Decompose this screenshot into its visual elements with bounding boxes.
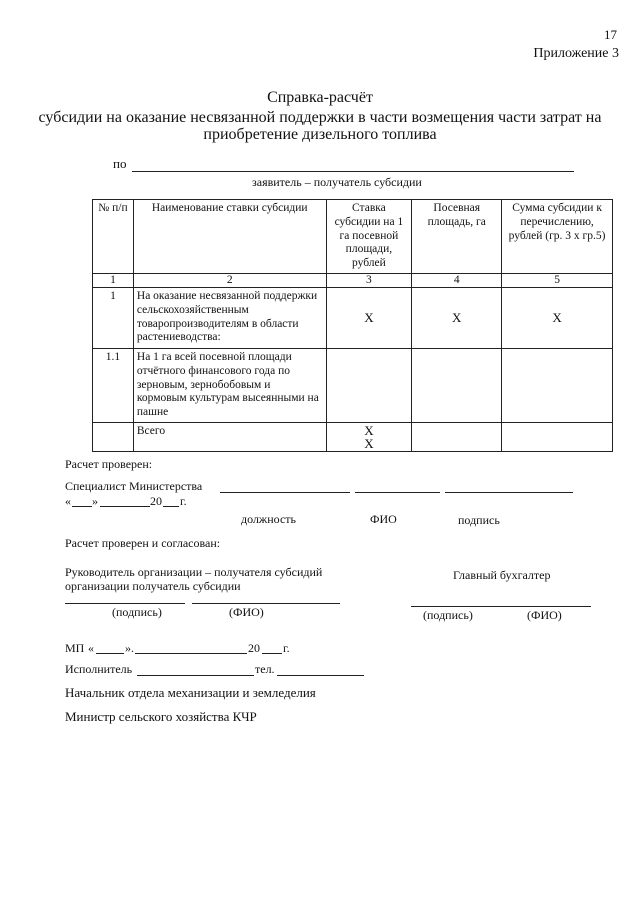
signature-line — [445, 492, 573, 493]
checked-label: Расчет проверен: — [65, 457, 153, 471]
executor-label: Исполнитель — [65, 662, 133, 676]
column-numbers-row — [93, 273, 613, 287]
total-num — [93, 422, 134, 451]
table-row — [93, 287, 613, 348]
minister-label: Министр сельского хозяйства КЧР — [65, 709, 257, 724]
document-title: Справка-расчёт — [267, 89, 373, 106]
document-subtitle-line1: субсидии на оказание несвязанной поддержки в части возмещения части затрат на — [38, 109, 602, 126]
applicant-prefix: по — [113, 156, 127, 171]
header-rate: Ставка субсидии на 1 га посевной площади, рублей — [326, 200, 412, 274]
total-sum — [502, 422, 613, 451]
accountant-signature-caption: (подпись) — [423, 608, 473, 622]
stamp-day-line — [96, 653, 124, 654]
row2-rate — [326, 348, 412, 422]
executor-line — [137, 675, 254, 676]
stamp-date-close: ». — [125, 641, 134, 655]
row1-name: На оказание несвязанной поддержки сельскохозяйственным товаропроизводителям в области растениеводства: — [133, 287, 326, 348]
row2-area — [412, 348, 502, 422]
total-rate-mark-2: Х — [364, 435, 374, 451]
phone-line — [277, 675, 364, 676]
applicant-underline — [132, 171, 574, 172]
specialist-label: Специалист Министерства — [65, 479, 203, 493]
total-rate-mark-1: Х — [364, 422, 374, 438]
org-head-label-1: Руководитель организации – получателя субсидий — [65, 565, 323, 579]
colnum-3: 3 — [326, 273, 412, 287]
date-mid: » — [92, 494, 98, 508]
table-header-row — [93, 200, 613, 274]
head-signature-line — [65, 603, 185, 604]
date-year-line — [163, 506, 179, 507]
total-name: Всего — [133, 422, 326, 451]
head-fio-caption: (ФИО) — [229, 605, 264, 619]
stamp-month-line — [135, 653, 247, 654]
total-area — [412, 422, 502, 451]
colnum-1: 1 — [93, 273, 134, 287]
org-head-label-2: организации получатель субсидии — [65, 579, 241, 593]
row1-num: 1 — [93, 287, 134, 348]
date-month-line — [100, 506, 150, 507]
table-row — [93, 348, 613, 422]
row2-num: 1.1 — [93, 348, 134, 422]
accountant-line — [411, 606, 591, 607]
row2-name: На 1 га всей посевной площади отчётного финансового года по зерновым, зернобобовым и кормовым культурам высеянными на пашне — [133, 348, 326, 422]
colnum-2: 2 — [133, 273, 326, 287]
head-signature-caption: (подпись) — [112, 605, 162, 619]
date-day-line — [72, 506, 92, 507]
fio-line — [355, 492, 440, 493]
stamp-year-line — [262, 653, 282, 654]
subsidy-table — [92, 199, 613, 452]
row1-rate: Х — [326, 287, 412, 348]
total-rate — [326, 422, 412, 451]
stamp-date-open: « — [88, 641, 94, 655]
signature-caption: подпись — [458, 513, 500, 527]
row1-sum: Х — [502, 287, 613, 348]
row2-sum — [502, 348, 613, 422]
stamp-year-prefix: 20 — [248, 641, 260, 655]
appendix-label: Приложение 3 — [533, 46, 619, 61]
row1-area: Х — [412, 287, 502, 348]
document-subtitle-line2: приобретение дизельного топлива — [203, 126, 437, 143]
fio-caption: ФИО — [370, 512, 397, 526]
dept-head-label: Начальник отдела механизации и земледелия — [65, 685, 316, 700]
colnum-4: 4 — [412, 273, 502, 287]
date-open: « — [65, 494, 71, 508]
page-number: 17 — [604, 27, 617, 42]
stamp-label: МП — [65, 641, 85, 655]
date-year-prefix: 20 — [150, 494, 162, 508]
checked-agreed-label: Расчет проверен и согласован: — [65, 536, 221, 550]
applicant-caption: заявитель – получатель субсидии — [252, 175, 422, 189]
head-fio-line — [192, 603, 340, 604]
position-line — [220, 492, 350, 493]
header-name: Наименование ставки субсидии — [133, 200, 326, 274]
table-row-total — [93, 422, 613, 451]
colnum-5: 5 — [502, 273, 613, 287]
header-area: Посевная площадь, га — [412, 200, 502, 274]
position-caption: должность — [241, 512, 296, 526]
accountant-fio-caption: (ФИО) — [527, 608, 562, 622]
chief-accountant-label: Главный бухгалтер — [453, 568, 551, 582]
header-sum: Сумма субсидии к перечислению, рублей (гр. 3 х гр.5) — [502, 200, 613, 274]
date-year-suffix: г. — [180, 494, 187, 508]
header-num: № п/п — [93, 200, 134, 274]
stamp-year-suffix: г. — [283, 641, 290, 655]
phone-label: тел. — [255, 662, 275, 676]
